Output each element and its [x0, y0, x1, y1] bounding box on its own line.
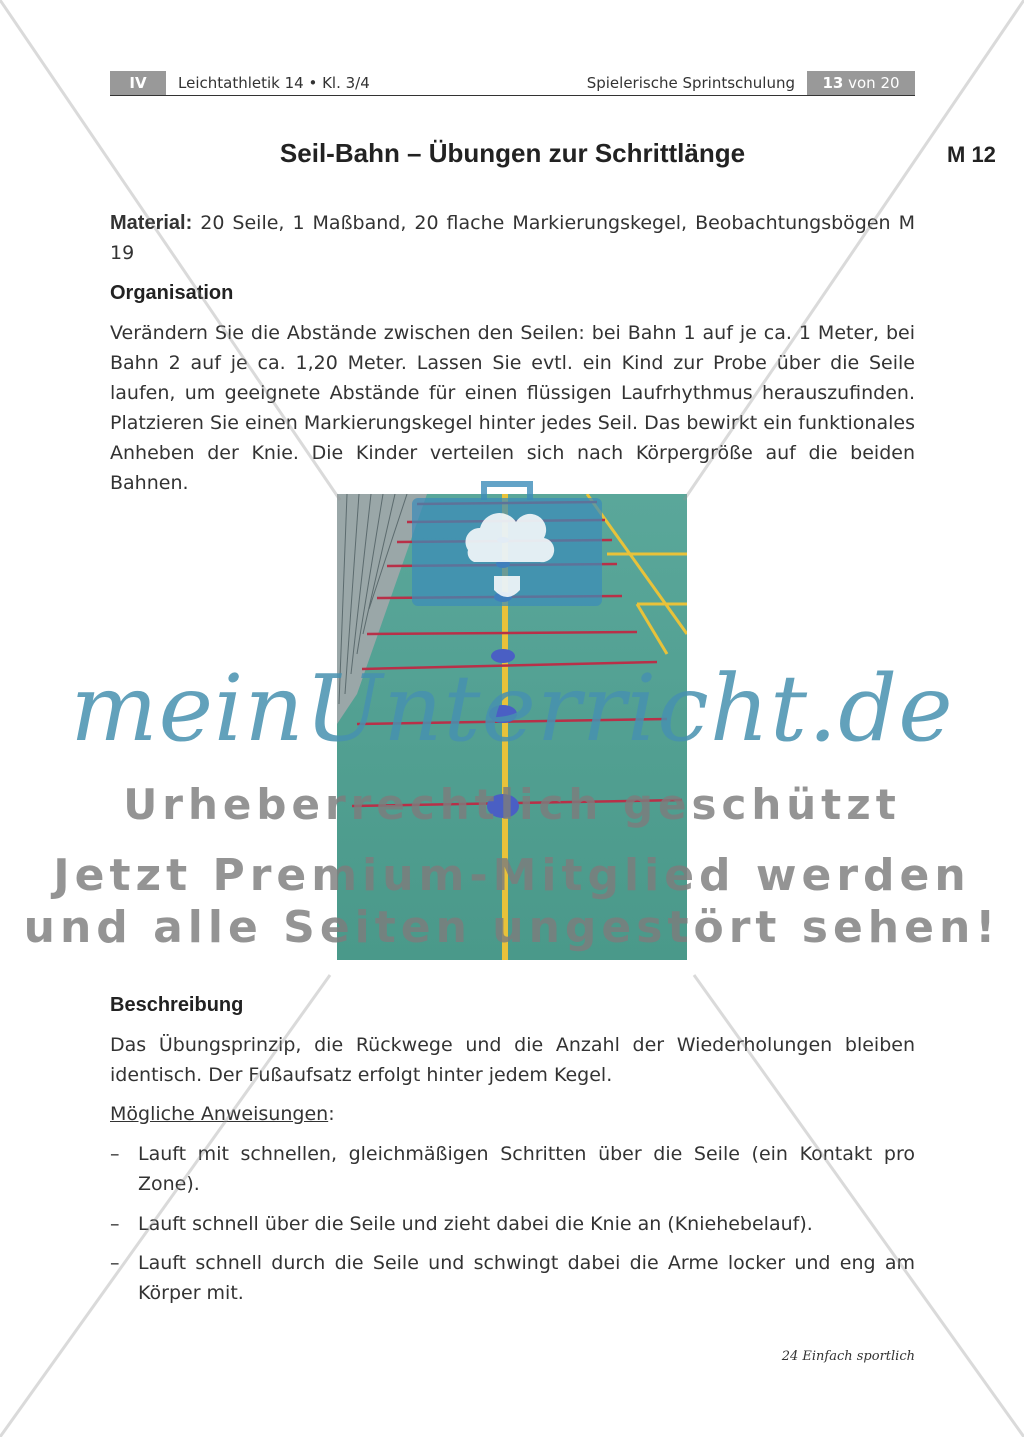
- watermark-brand: meinUnterricht.de: [70, 655, 954, 762]
- watermark-premium-line2: und alle Seiten ungestört sehen!: [23, 902, 1001, 953]
- instructions-label: [110, 1099, 915, 1129]
- organisation-heading: Organisation: [110, 282, 234, 304]
- beschreibung-heading: Beschreibung: [110, 994, 244, 1016]
- topic-label: Spielerische Sprintschulung: [586, 74, 795, 92]
- list-item: Lauft mit schnellen, gleichmäßigen Schritten über die Seile (ein Kontakt pro Zone).: [138, 1143, 915, 1195]
- beschreibung-text: Das Übungsprinzip, die Rückwege und die Anzahl der Wiederholungen bleiben identisch. Der Fußaufsatz erfolgt hinter jedem Kegel.: [110, 1034, 915, 1086]
- instructions-label-text: Mögliche Anweisungen: [110, 1103, 329, 1125]
- course-label: Leichtathletik 14 • Kl. 3/4: [178, 74, 370, 92]
- watermark-copyright: Urheberrechtlich geschützt: [123, 780, 901, 829]
- page-title: Seil-Bahn – Übungen zur Schrittlänge: [279, 138, 746, 168]
- watermark-premium-line1: Jetzt Premium-Mitglied werden: [53, 850, 971, 901]
- watermark-briefcase-icon: [412, 478, 612, 628]
- page-indicator: [807, 71, 915, 95]
- list-item: Lauft schnell durch die Seile und schwingt dabei die Arme locker und eng am Körper mit.: [138, 1252, 915, 1304]
- footer-source: 24 Einfach sportlich: [781, 1349, 915, 1364]
- list-item-dash: –: [110, 1213, 120, 1235]
- material-paragraph: [110, 208, 915, 268]
- list-item-dash: –: [110, 1143, 120, 1165]
- page-current: 13: [822, 74, 844, 92]
- page-header: [110, 71, 915, 96]
- section-badge: IV: [110, 71, 166, 95]
- list-item-dash: –: [110, 1252, 120, 1274]
- material-text: 20 Seile, 1 Maßband, 20 flache Markierungskegel, Beobachtungsbögen M 19: [110, 212, 915, 264]
- organisation-text: Verändern Sie die Abstände zwischen den Seilen: bei Bahn 1 auf je ca. 1 Meter, bei Bahn 2 auf je ca. 1,20 Meter. Lassen Sie evtl. ein Kind zur Probe über die Seile laufen, um geeignete Abstände für einen flüssigen Laufrhythmus herauszufinden. Platzieren Sie einen Markierungskegel hinter jedes Seil. Das bewirkt ein funktionales Anheben der Knie. Die Kinder verteilen sich nach Körpergröße auf die beiden Bahnen.: [110, 322, 915, 494]
- material-code: M 12: [947, 142, 996, 167]
- instructions-label-colon: :: [328, 1103, 335, 1125]
- list-item: Lauft schnell über die Seile und zieht dabei die Knie an (Kniehebelauf).: [138, 1213, 813, 1235]
- page-total: von 20: [848, 74, 900, 92]
- material-label: Material:: [110, 212, 193, 234]
